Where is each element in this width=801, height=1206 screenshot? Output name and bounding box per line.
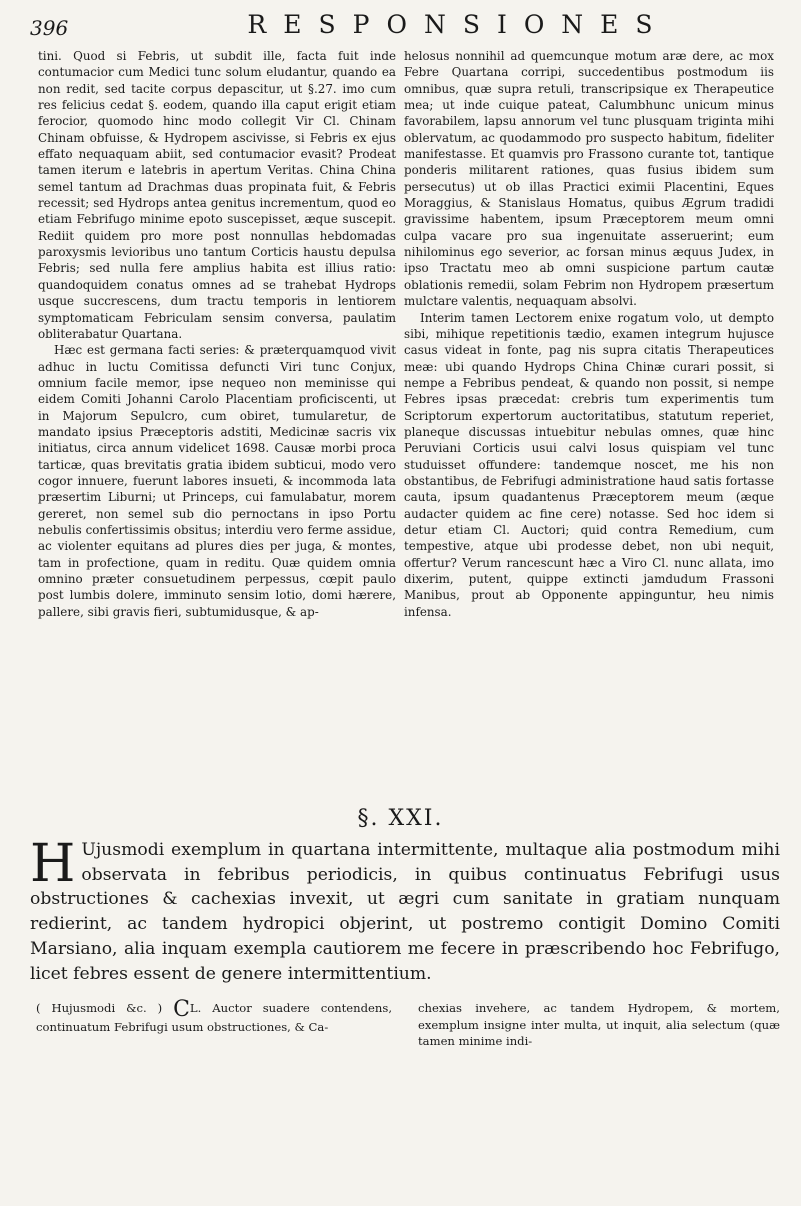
note-right-text: chexias invehere, ac tandem Hydropem, & mortem, exemplum insigne inter multa, ut inquit, alia selectum (quæ tamen minime indi- xyxy=(418,1001,780,1049)
main-paragraph-text: Ujusmodi exemplum in quartana intermittente, multaque alia postmodum mihi observata in febribus periodicis, in quibus continuatus Febrifugi usus obstructiones & cachexias invexit, ut ægri cum sanitate in gratiam nunquam redierint, ac tandem hydropici objerint, ut postremo contigit Domino Comiti Marsiano, alia inquam exempla cautiorem me fecere in præscribendo hoc Febrifugo, licet febres essent de genere intermittentium. xyxy=(30,840,780,984)
right-paragraph-2: Interim tamen Lectorem enixe rogatum volo, ut dempto sibi, mihique repetitionis tædio, examen integrum hujusce casus videat in fonte, pag nis supra citatis Therapeutices meæ: ubi quando Hydrops China Chinæ curari possit, si nempe a Febribus pendeat, & quando non possit, si nempe Febres ipsas præcedat: crebris tum experimentis tum Scriptorum expertorum auctoritatibus, statutum reperiet, planeque discussas intuebitur nebulas omnes, quæ hinc Peruviani Corticis usui calvi losus quispiam vel tunc studuisset offundere: tandemque noscet, me his non obstantibus, de Febrifugi administratione haud satis fortasse cauta, ipsum quadantenus Præceptorem meum (æque audacter quidem ac fine cere) notasse. Sed hoc idem si detur etiam Cl. Auctori; quid contra Remedium, cum tempestive, atque ubi prodesse debet, non ubi nequit, offertur? Verum rancescunt hæc a Viro Cl. nunc allata, imo dixerim, putent, quippe extincti jamdudum Frassoni Manibus, prout ab Opponente appinguntur, heu nimis infensa. xyxy=(404,310,774,619)
note-right xyxy=(418,1000,780,1050)
right-column xyxy=(404,48,774,620)
page-header xyxy=(30,10,787,44)
right-paragraph-1: helosus nonnihil ad quemcunque motum aræ dere, ac mox Febre Quartana corripi, succedentibus postmodum iis omnibus, quæ supra retuli, transcripsique ex Therapeutice mea; ut inde cuique pateat, Calumbhunc unicum minus favorabilem, lapsu annorum vel tunc plusquam triginta mihi oblervatum, ac quodammodo pro suspecto habitum, fideliter manifestasse. Et quamvis pro Frassono curante tot, tantique ponderis militarent rationes, quas fusius ibidem sum persecutus) ut ob illas Practici eximii Placentini, Eques Moraggius, & Stanislaus Homatus, quibus Ægrum tradidi gravissime habentem, ipsum Præceptorem meum omni culpa vacare pro sua ingenuitate asseruerint; eum nihilominus ego severior, ac forsan minus æquus Judex, in ipso Tractatu meo ab omni suspicione partum cautæ oblationis remedii, solam Febrim non Hydropem præsertum mulctare valentis, nequaquam absolvi. xyxy=(404,49,774,309)
note-lead: ( Hujusmodi &c. ) xyxy=(36,1001,163,1015)
left-paragraph-1: tini. Quod si Febris, ut subdit ille, facta fuit inde contumacior cum Medici tunc solum eludantur, quando ea non redit, sed tacite corpus depascitur, ut §.27. imo cum res felicius cedat §. eodem, quando illa caput erigit etiam ferocior, quomodo hinc modo collegit Vir Cl. Chinam Chinam obfuisse, & Hydropem ascivisse, si Febris ex ejus effato nequaquam abiit, sed contumacior evasit? Prodeat tamen iterum e latebris in apertum Veritas. China China semel tantum ad Drachmas duas propinata fuit, & Febris recessit; sed Hydrops antea genitus incrementum, quod eo etiam Febrifugo minime epoto suscepisset, æque suscepit. Rediit quidem pro more post nonnullas hebdomadas paroxysmis levioribus uno tantum Corticis haustu depulsa Febris; sed nulla fere amplius habita est illius ratio: quandoquidem conatus omnes ad se trahebat Hydrops usque succrescens, dum tractu temporis in lentiorem symptomaticam Febriculam sensim conversa, paulatim obliterabatur Quartana. xyxy=(38,49,396,341)
section-heading: §. XXI. xyxy=(357,806,444,831)
main-paragraph xyxy=(30,834,780,986)
drop-cap: H xyxy=(30,834,76,894)
note-left xyxy=(36,997,393,1035)
running-head: RESPONSIONES xyxy=(247,10,670,39)
left-paragraph-2: Hæc est germana facti series: & præterquamquod vivit adhuc in luctu Comitissa defuncti Viri tunc Conjux, omnium facile memor, ipse nequeo non meminisse qui eidem Comiti Johanni Carolo Placentiam proficiscenti, ut in Majorum Sepulcro, cum obiret, tumularetur, de mandato ipsius Præceptoris adstiti, Medicinæ sacris vix initiatus, circa annum videlicet 1698. Causæ morbi proca tarticæ, quas brevitatis gratia ibidem subticui, modo vero cogor innuere, fuerunt labores insueti, & incommoda lata præsertim Liburni; ut Princeps, cui famulabatur, morem gereret, non semel sub dio pernoctans in ipso Portu nebulis confertissimis obsitus; interdiu vero ferme assidue, ac violenter equitans ad plures dies per juga, & montes, tam in profectione, quam in reditu. Quæ quidem omnia omnino præter consuetudinem perpessus, cœpit paulo post lumbis dolere, imminuto sensim lotio, domi hærere, pallere, sibi gravis fieri, subtumidusque, & ap- xyxy=(38,343,396,619)
note-left-text: L. Auctor suadere contendens, continuatum Febrifugi usum obstructiones, & Ca- xyxy=(36,1001,393,1034)
left-column xyxy=(38,48,396,620)
page-number: 396 xyxy=(30,16,69,40)
note-big-letter: C xyxy=(173,997,190,1022)
